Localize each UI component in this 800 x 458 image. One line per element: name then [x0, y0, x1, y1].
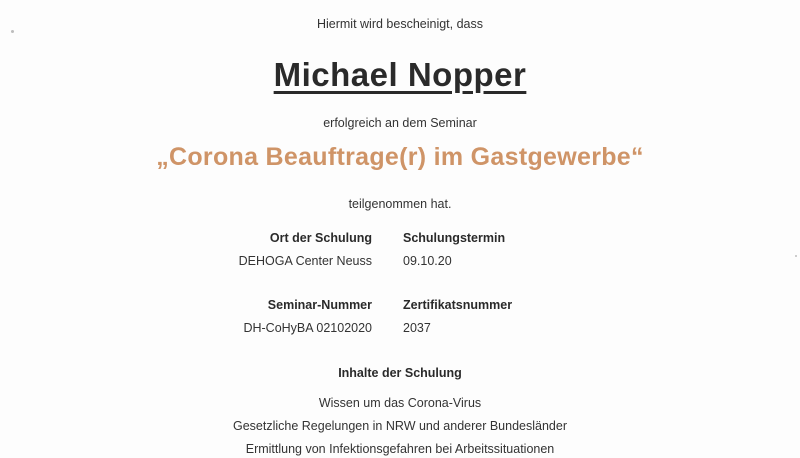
content-item: Ermittlung von Infektionsgefahren bei Arbeitssituationen [245, 442, 555, 456]
certificate-number-label: Zertifikatsnummer [403, 298, 513, 312]
seminar-number-label: Seminar-Nummer [267, 298, 372, 312]
recipient-name-text: Michael Nopper [273, 56, 527, 93]
intro-text: Hiermit wird bescheinigt, dass [316, 17, 484, 31]
seminar-title: „Corona Beauftrage(r) im Gastgewerbe“ [156, 143, 644, 171]
location-label: Ort der Schulung [269, 231, 372, 245]
seminar-number-value: DH-CoHyBA 02102020 [243, 321, 372, 335]
date-value: 09.10.20 [403, 254, 452, 268]
content-item: Wissen um das Corona-Virus [318, 396, 482, 410]
date-label: Schulungstermin [403, 231, 506, 245]
contents-heading: Inhalte der Schulung [338, 366, 462, 380]
success-text: erfolgreich an dem Seminar [323, 116, 477, 130]
scan-speck [795, 255, 797, 257]
certificate-number-value: 2037 [403, 321, 431, 335]
location-value: DEHOGA Center Neuss [238, 254, 372, 268]
participated-text: teilgenommen hat. [348, 197, 452, 211]
recipient-name [0, 56, 800, 94]
content-item: Gesetzliche Regelungen in NRW und anderer Bundesländer [232, 419, 567, 433]
